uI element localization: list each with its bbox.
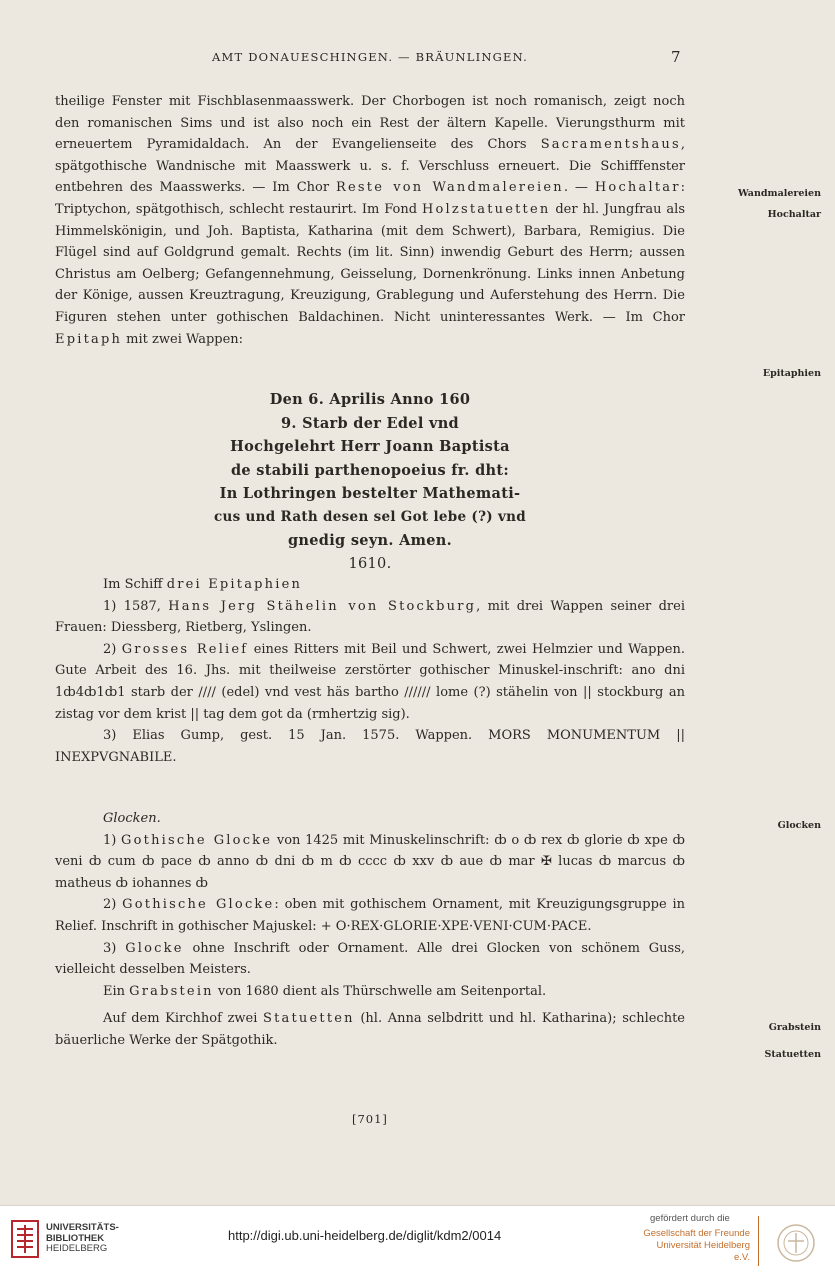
margin-note: Glocken — [777, 820, 821, 831]
viewer-footer — [0, 1205, 835, 1272]
library-seal-icon — [10, 1219, 40, 1259]
margin-note: Wandmalereien — [737, 188, 821, 199]
epitaph-line: Hochgelehrt Herr Joann Baptista — [230, 438, 510, 455]
epitaph-line: 1610. — [348, 555, 392, 572]
paragraph-schiff: Im Schiff drei Epitaphien 1) 1587, Hans Jerg Stähelin von Stockburg, mit drei Wappen seiner drei Frauen: Diessberg, Rietberg, Yslingen. 2) Grosses Relief eines Ritters mit Beil und Schwert, zwei Helmzier und Wappen. Gute Arbeit des 16. Jhs. mit theilweise zerstörter gothischer Minuskel-inschrift: ano dni 1ȸ4ȸ1ȸ1 starb der //// (edel) vnd vest häs bartho ////// lome (?) stähelin von || stockburg an zistag vor dem krist || tag dem got da (rmhertzig sig). 3) Elias Gump, gest. 15 Jan. 1575. Wappen. MORS MONUMENTUM || INEXPVGNABILE. — [55, 577, 686, 765]
epitaph-line: In Lothringen bestelter Mathemati- — [219, 485, 521, 502]
epitaph-line: de stabili parthenopoeius fr. dht: — [230, 461, 510, 479]
margin-note: Hochaltar — [767, 209, 821, 220]
permalink-url[interactable]: http://digi.ub.uni-heidelberg.de/diglit/kdm2/0014 — [228, 1228, 502, 1243]
plate-number: [701] — [352, 1112, 388, 1126]
university-seal-icon — [772, 1221, 820, 1265]
sponsor-label: gefördert durch die — [650, 1213, 730, 1224]
epitaph-line: Den 6. Aprilis Anno 160 — [269, 391, 471, 408]
footer-divider — [758, 1216, 759, 1266]
running-header: AMT DONAUESCHINGEN. — BRÄUNLINGEN. — [212, 50, 528, 64]
section-heading: Glocken. — [103, 811, 161, 826]
sponsor-link[interactable]: Gesellschaft der Freunde Universität Heidelberg e.V. — [643, 1228, 750, 1263]
paragraph-chor: theilige Fenster mit Fischblasenmaasswerk. Der Chorbogen ist noch romanisch, zeigt noch den romanischen Sims und ist also noch ein Rest der ältern Kapelle. Vierungsthurm mit erneuertem Pyramidaldach. An der Evangelienseite des Chors Sacramentshaus, spätgothische Wandnische mit Maasswerk u. s. f. Verschluss erneuert. Die Schifffenster entbehren des Maasswerks. — Im Chor Reste von Wandmalereien. — Hochaltar: Triptychon, spätgothisch, schlecht restaurirt. Im Fond Holzstatuetten der hl. Jungfrau als Himmelskönigin, und Joh. Baptista, Katharina (mit dem Schwert), Barbara, Remigius. Die Flügel sind auf Goldgrund gemalt. Rechts (im lit. Sinn) inwendig Geburt des Herrn; aussen Christus am Oelberg; Gefangennehmung, Geisselung, Dornenkrönung. Links innen Anbetung der Könige, aussen Kreuztragung, Kreuzigung, Grablegung und Auferstehung des Herrn. Die Figuren stehen unter gothischen Baldachinen. Nicht uninteressantes Werk. — Im Chor Epitaph mit zwei Wappen: — [55, 94, 685, 347]
library-name: UNIVERSITÄTS- BIBLIOTHEK HEIDELBERG — [46, 1222, 119, 1254]
sponsor-seal — [772, 1221, 820, 1269]
library-logo[interactable] — [10, 1219, 40, 1263]
margin-note: Epitaphien — [762, 368, 821, 379]
margin-note: Statuetten — [764, 1049, 821, 1060]
epitaph-line: 9. Starb der Edel vnd — [280, 414, 459, 432]
paragraph-glocken: Glocken. 1) Gothische Glocke von 1425 mit Minuskelinschrift: ȸ o ȸ rex ȸ glorie ȸ xpe ȸ veni ȸ cum ȸ pace ȸ anno ȸ dni ȸ m ȸ cccc ȸ xxv ȸ aue ȸ mar ✠ lucas ȸ marcus ȸ matheus ȸ iohannes ȸ 2) Gothische Glocke: oben mit gothischem Ornament, mit Kreuzigungsgruppe in Relief. Inschrift in gothischer Majuskel: + O·REX·GLORIE·XPE·VENI·CUM·PACE. 3) Glocke ohne Inschrift oder Ornament. Alle drei Glocken von schönem Guss, vielleicht desselben Meisters. Ein Grabstein von 1680 dient als Thürschwelle am Seitenportal. Auf dem Kirchhof zwei Statuetten (hl. Anna selbdritt und hl. Katharina); schlechte bäuerliche Werke der Spätgothik. — [55, 808, 685, 1052]
epitaph-line: gnedig seyn. Amen. — [287, 532, 452, 549]
epitaph-inscription — [150, 388, 590, 576]
margin-note: Grabstein — [768, 1022, 821, 1033]
epitaph-line: cus und Rath desen sel Got lebe (?) vnd — [214, 508, 526, 525]
page-number: 7 — [671, 48, 681, 66]
